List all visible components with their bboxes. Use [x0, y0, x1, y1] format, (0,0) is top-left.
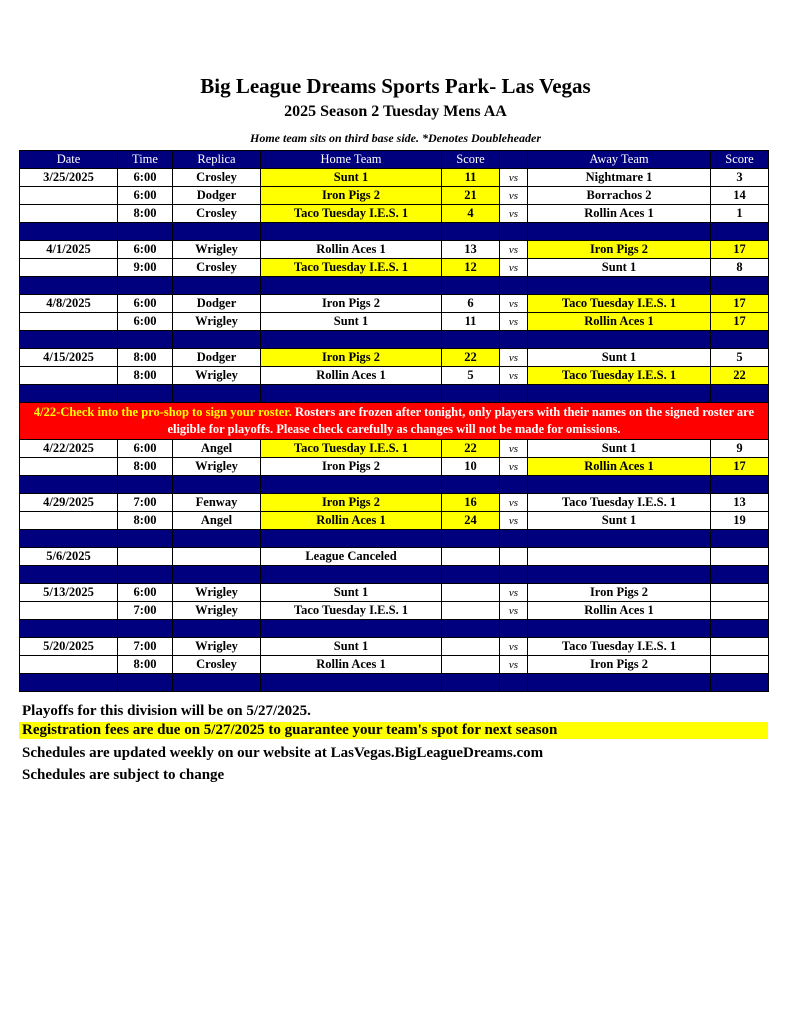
roster-notice-row — [20, 403, 769, 440]
away-team: Rollin Aces 1 — [528, 458, 711, 476]
away-score: 13 — [711, 494, 769, 512]
notice-date-prefix: 4/22- — [33, 405, 61, 419]
home-score: 21 — [442, 187, 500, 205]
game-time: 9:00 — [118, 259, 173, 277]
game-time: 8:00 — [118, 349, 173, 367]
separator-cell — [20, 530, 118, 548]
home-team: Sunt 1 — [261, 638, 442, 656]
home-team: Taco Tuesday I.E.S. 1 — [261, 602, 442, 620]
separator-cell — [261, 385, 442, 403]
game-time: 6:00 — [118, 241, 173, 259]
home-score — [442, 656, 500, 674]
separator-cell — [711, 277, 769, 295]
separator-cell — [442, 476, 500, 494]
separator-cell — [173, 223, 261, 241]
schedule-note: Home team sits on third base side. *Denotes Doubleheader — [250, 131, 541, 145]
separator-row — [20, 566, 769, 584]
game-field — [173, 548, 261, 566]
game-time: 6:00 — [118, 169, 173, 187]
separator-cell — [173, 620, 261, 638]
vs-cell: vs — [500, 187, 528, 205]
away-score — [711, 656, 769, 674]
game-row — [20, 458, 769, 476]
away-team: Sunt 1 — [528, 440, 711, 458]
game-row — [20, 656, 769, 674]
away-team: Taco Tuesday I.E.S. 1 — [528, 367, 711, 385]
game-date: 5/6/2025 — [20, 548, 118, 566]
game-field: Wrigley — [173, 602, 261, 620]
separator-cell — [173, 277, 261, 295]
home-team: Rollin Aces 1 — [261, 656, 442, 674]
col-header-time: Time — [118, 151, 173, 169]
away-team: Taco Tuesday I.E.S. 1 — [528, 638, 711, 656]
separator-cell — [500, 331, 528, 349]
vs-cell: vs — [500, 440, 528, 458]
canceled-label: League Canceled — [261, 548, 442, 566]
game-date: 4/15/2025 — [20, 349, 118, 367]
away-score: 19 — [711, 512, 769, 530]
game-row — [20, 584, 769, 602]
separator-cell — [118, 331, 173, 349]
game-time: 8:00 — [118, 512, 173, 530]
game-row — [20, 313, 769, 331]
game-row — [20, 169, 769, 187]
game-time: 6:00 — [118, 313, 173, 331]
separator-cell — [118, 277, 173, 295]
game-time: 7:00 — [118, 494, 173, 512]
away-team: Taco Tuesday I.E.S. 1 — [528, 494, 711, 512]
vs-cell: vs — [500, 205, 528, 223]
away-score — [711, 638, 769, 656]
separator-cell — [528, 566, 711, 584]
notice-highlight-text: Check into the pro-shop to sign your roster. — [60, 405, 292, 419]
separator-row — [20, 476, 769, 494]
separator-cell — [442, 223, 500, 241]
home-team: Taco Tuesday I.E.S. 1 — [261, 259, 442, 277]
game-row — [20, 494, 769, 512]
separator-cell — [118, 620, 173, 638]
home-score — [442, 548, 500, 566]
separator-cell — [173, 476, 261, 494]
home-team: Sunt 1 — [261, 313, 442, 331]
separator-cell — [528, 277, 711, 295]
away-team: Sunt 1 — [528, 349, 711, 367]
separator-row — [20, 223, 769, 241]
separator-cell — [442, 674, 500, 692]
away-score — [711, 548, 769, 566]
roster-notice — [20, 403, 769, 440]
vs-cell: vs — [500, 602, 528, 620]
home-team: Sunt 1 — [261, 584, 442, 602]
game-field: Wrigley — [173, 638, 261, 656]
game-row — [20, 295, 769, 313]
separator-cell — [711, 674, 769, 692]
separator-cell — [20, 223, 118, 241]
page-title: Big League Dreams Sports Park- Las Vegas — [200, 74, 591, 98]
game-date — [20, 367, 118, 385]
away-team: Rollin Aces 1 — [528, 602, 711, 620]
separator-cell — [442, 385, 500, 403]
home-score: 13 — [442, 241, 500, 259]
game-time: 7:00 — [118, 602, 173, 620]
game-row — [20, 205, 769, 223]
vs-cell: vs — [500, 494, 528, 512]
vs-cell: vs — [500, 458, 528, 476]
separator-cell — [528, 530, 711, 548]
separator-cell — [20, 277, 118, 295]
col-header-vs — [500, 151, 528, 169]
away-score: 17 — [711, 313, 769, 331]
home-score — [442, 602, 500, 620]
game-time — [118, 548, 173, 566]
game-date — [20, 205, 118, 223]
separator-cell — [528, 385, 711, 403]
website-note: Schedules are updated weekly on our website at LasVegas.BigLeagueDreams.com — [22, 745, 544, 761]
separator-cell — [173, 530, 261, 548]
away-score: 8 — [711, 259, 769, 277]
game-field: Wrigley — [173, 367, 261, 385]
separator-cell — [261, 277, 442, 295]
vs-cell: vs — [500, 169, 528, 187]
canceled-row — [20, 548, 769, 566]
game-field: Crosley — [173, 656, 261, 674]
game-row — [20, 512, 769, 530]
game-date — [20, 512, 118, 530]
home-score: 6 — [442, 295, 500, 313]
separator-cell — [528, 476, 711, 494]
home-score — [442, 638, 500, 656]
separator-cell — [500, 223, 528, 241]
game-field: Dodger — [173, 349, 261, 367]
separator-row — [20, 277, 769, 295]
home-team: Rollin Aces 1 — [261, 512, 442, 530]
separator-cell — [118, 566, 173, 584]
away-team: Iron Pigs 2 — [528, 656, 711, 674]
home-team: Sunt 1 — [261, 169, 442, 187]
separator-row — [20, 530, 769, 548]
separator-cell — [711, 530, 769, 548]
separator-cell — [261, 620, 442, 638]
away-score: 9 — [711, 440, 769, 458]
separator-cell — [20, 674, 118, 692]
separator-row — [20, 620, 769, 638]
separator-cell — [261, 674, 442, 692]
separator-cell — [173, 331, 261, 349]
home-score: 22 — [442, 349, 500, 367]
col-header-away-team: Away Team — [528, 151, 711, 169]
game-row — [20, 367, 769, 385]
game-field: Wrigley — [173, 313, 261, 331]
away-score: 17 — [711, 458, 769, 476]
game-field: Angel — [173, 512, 261, 530]
separator-cell — [500, 566, 528, 584]
game-time: 6:00 — [118, 295, 173, 313]
game-row — [20, 187, 769, 205]
separator-cell — [20, 476, 118, 494]
registration-note: Registration fees are due on 5/27/2025 to guarantee your team's spot for next season — [19, 722, 768, 739]
away-score — [711, 602, 769, 620]
home-score: 11 — [442, 313, 500, 331]
game-time: 8:00 — [118, 656, 173, 674]
vs-cell: vs — [500, 349, 528, 367]
game-field: Crosley — [173, 259, 261, 277]
away-score — [711, 584, 769, 602]
away-team: Sunt 1 — [528, 259, 711, 277]
separator-cell — [261, 530, 442, 548]
vs-cell: vs — [500, 656, 528, 674]
schedule-table — [19, 150, 769, 692]
col-header-date: Date — [20, 151, 118, 169]
col-header-home-score: Score — [442, 151, 500, 169]
game-time: 8:00 — [118, 205, 173, 223]
game-date: 4/29/2025 — [20, 494, 118, 512]
game-time: 6:00 — [118, 440, 173, 458]
col-header-away-score: Score — [711, 151, 769, 169]
game-row — [20, 440, 769, 458]
home-team: Iron Pigs 2 — [261, 458, 442, 476]
separator-cell — [261, 476, 442, 494]
separator-cell — [118, 385, 173, 403]
playoffs-note: Playoffs for this division will be on 5/27/2025. — [22, 703, 311, 719]
game-field: Crosley — [173, 169, 261, 187]
game-field: Angel — [173, 440, 261, 458]
game-date: 3/25/2025 — [20, 169, 118, 187]
home-score: 11 — [442, 169, 500, 187]
separator-cell — [261, 566, 442, 584]
separator-cell — [442, 620, 500, 638]
home-score — [442, 584, 500, 602]
separator-cell — [118, 476, 173, 494]
separator-cell — [528, 620, 711, 638]
game-date: 4/1/2025 — [20, 241, 118, 259]
vs-cell: vs — [500, 512, 528, 530]
vs-cell — [500, 548, 528, 566]
vs-cell: vs — [500, 584, 528, 602]
vs-cell: vs — [500, 241, 528, 259]
col-header-home-team: Home Team — [261, 151, 442, 169]
separator-cell — [442, 566, 500, 584]
game-field: Wrigley — [173, 241, 261, 259]
game-time: 7:00 — [118, 638, 173, 656]
separator-cell — [442, 277, 500, 295]
vs-cell: vs — [500, 638, 528, 656]
separator-cell — [528, 674, 711, 692]
separator-cell — [173, 674, 261, 692]
game-field: Dodger — [173, 187, 261, 205]
separator-cell — [711, 620, 769, 638]
away-score: 17 — [711, 295, 769, 313]
game-time: 8:00 — [118, 367, 173, 385]
home-team: Iron Pigs 2 — [261, 494, 442, 512]
separator-cell — [528, 223, 711, 241]
separator-row — [20, 385, 769, 403]
game-date — [20, 602, 118, 620]
home-score: 12 — [442, 259, 500, 277]
game-field: Dodger — [173, 295, 261, 313]
home-team: Rollin Aces 1 — [261, 241, 442, 259]
game-row — [20, 259, 769, 277]
away-team — [528, 548, 711, 566]
vs-cell: vs — [500, 367, 528, 385]
separator-cell — [711, 566, 769, 584]
separator-cell — [500, 674, 528, 692]
separator-cell — [711, 331, 769, 349]
game-date: 5/13/2025 — [20, 584, 118, 602]
separator-cell — [711, 385, 769, 403]
away-score: 3 — [711, 169, 769, 187]
separator-cell — [173, 385, 261, 403]
away-team: Nightmare 1 — [528, 169, 711, 187]
game-time: 6:00 — [118, 584, 173, 602]
away-score: 5 — [711, 349, 769, 367]
home-score: 22 — [442, 440, 500, 458]
game-row — [20, 638, 769, 656]
away-team: Taco Tuesday I.E.S. 1 — [528, 295, 711, 313]
separator-cell — [528, 331, 711, 349]
separator-cell — [173, 566, 261, 584]
change-note: Schedules are subject to change — [22, 767, 225, 783]
game-field: Wrigley — [173, 458, 261, 476]
separator-cell — [118, 674, 173, 692]
home-score: 16 — [442, 494, 500, 512]
game-date: 5/20/2025 — [20, 638, 118, 656]
away-team: Iron Pigs 2 — [528, 584, 711, 602]
separator-cell — [711, 476, 769, 494]
home-score: 24 — [442, 512, 500, 530]
home-team: Taco Tuesday I.E.S. 1 — [261, 440, 442, 458]
vs-cell: vs — [500, 313, 528, 331]
game-date — [20, 259, 118, 277]
away-score: 14 — [711, 187, 769, 205]
separator-cell — [261, 331, 442, 349]
away-score: 17 — [711, 241, 769, 259]
home-score: 10 — [442, 458, 500, 476]
separator-cell — [500, 476, 528, 494]
game-field: Crosley — [173, 205, 261, 223]
home-team: Iron Pigs 2 — [261, 187, 442, 205]
table-header-row — [20, 151, 769, 169]
away-score: 22 — [711, 367, 769, 385]
notice-body-text: Rosters are frozen after tonight, only players with their names on the signed roster are eligible for playoffs. Please check carefully as changes will not be made for omissions. — [167, 405, 755, 436]
vs-cell: vs — [500, 259, 528, 277]
game-row — [20, 241, 769, 259]
game-row — [20, 349, 769, 367]
game-field: Fenway — [173, 494, 261, 512]
home-score: 5 — [442, 367, 500, 385]
separator-cell — [500, 620, 528, 638]
separator-cell — [711, 223, 769, 241]
game-date — [20, 187, 118, 205]
home-team: Iron Pigs 2 — [261, 349, 442, 367]
separator-cell — [442, 530, 500, 548]
schedule-body — [20, 169, 769, 692]
away-team: Iron Pigs 2 — [528, 241, 711, 259]
game-row — [20, 602, 769, 620]
separator-cell — [20, 385, 118, 403]
separator-cell — [500, 277, 528, 295]
separator-cell — [118, 223, 173, 241]
away-team: Rollin Aces 1 — [528, 313, 711, 331]
separator-cell — [118, 530, 173, 548]
game-date: 4/8/2025 — [20, 295, 118, 313]
vs-cell: vs — [500, 295, 528, 313]
game-date — [20, 458, 118, 476]
separator-cell — [500, 385, 528, 403]
separator-row — [20, 674, 769, 692]
game-date: 4/22/2025 — [20, 440, 118, 458]
home-score: 4 — [442, 205, 500, 223]
game-date — [20, 656, 118, 674]
separator-cell — [500, 530, 528, 548]
col-header-replica: Replica — [173, 151, 261, 169]
home-team: Taco Tuesday I.E.S. 1 — [261, 205, 442, 223]
separator-row — [20, 331, 769, 349]
page-subtitle: 2025 Season 2 Tuesday Mens AA — [284, 103, 507, 120]
home-team: Rollin Aces 1 — [261, 367, 442, 385]
separator-cell — [261, 223, 442, 241]
away-team: Rollin Aces 1 — [528, 205, 711, 223]
separator-cell — [20, 331, 118, 349]
game-field: Wrigley — [173, 584, 261, 602]
home-team: Iron Pigs 2 — [261, 295, 442, 313]
game-time: 6:00 — [118, 187, 173, 205]
separator-cell — [20, 566, 118, 584]
separator-cell — [442, 331, 500, 349]
game-time: 8:00 — [118, 458, 173, 476]
away-score: 1 — [711, 205, 769, 223]
separator-cell — [20, 620, 118, 638]
away-team: Borrachos 2 — [528, 187, 711, 205]
game-date — [20, 313, 118, 331]
away-team: Sunt 1 — [528, 512, 711, 530]
